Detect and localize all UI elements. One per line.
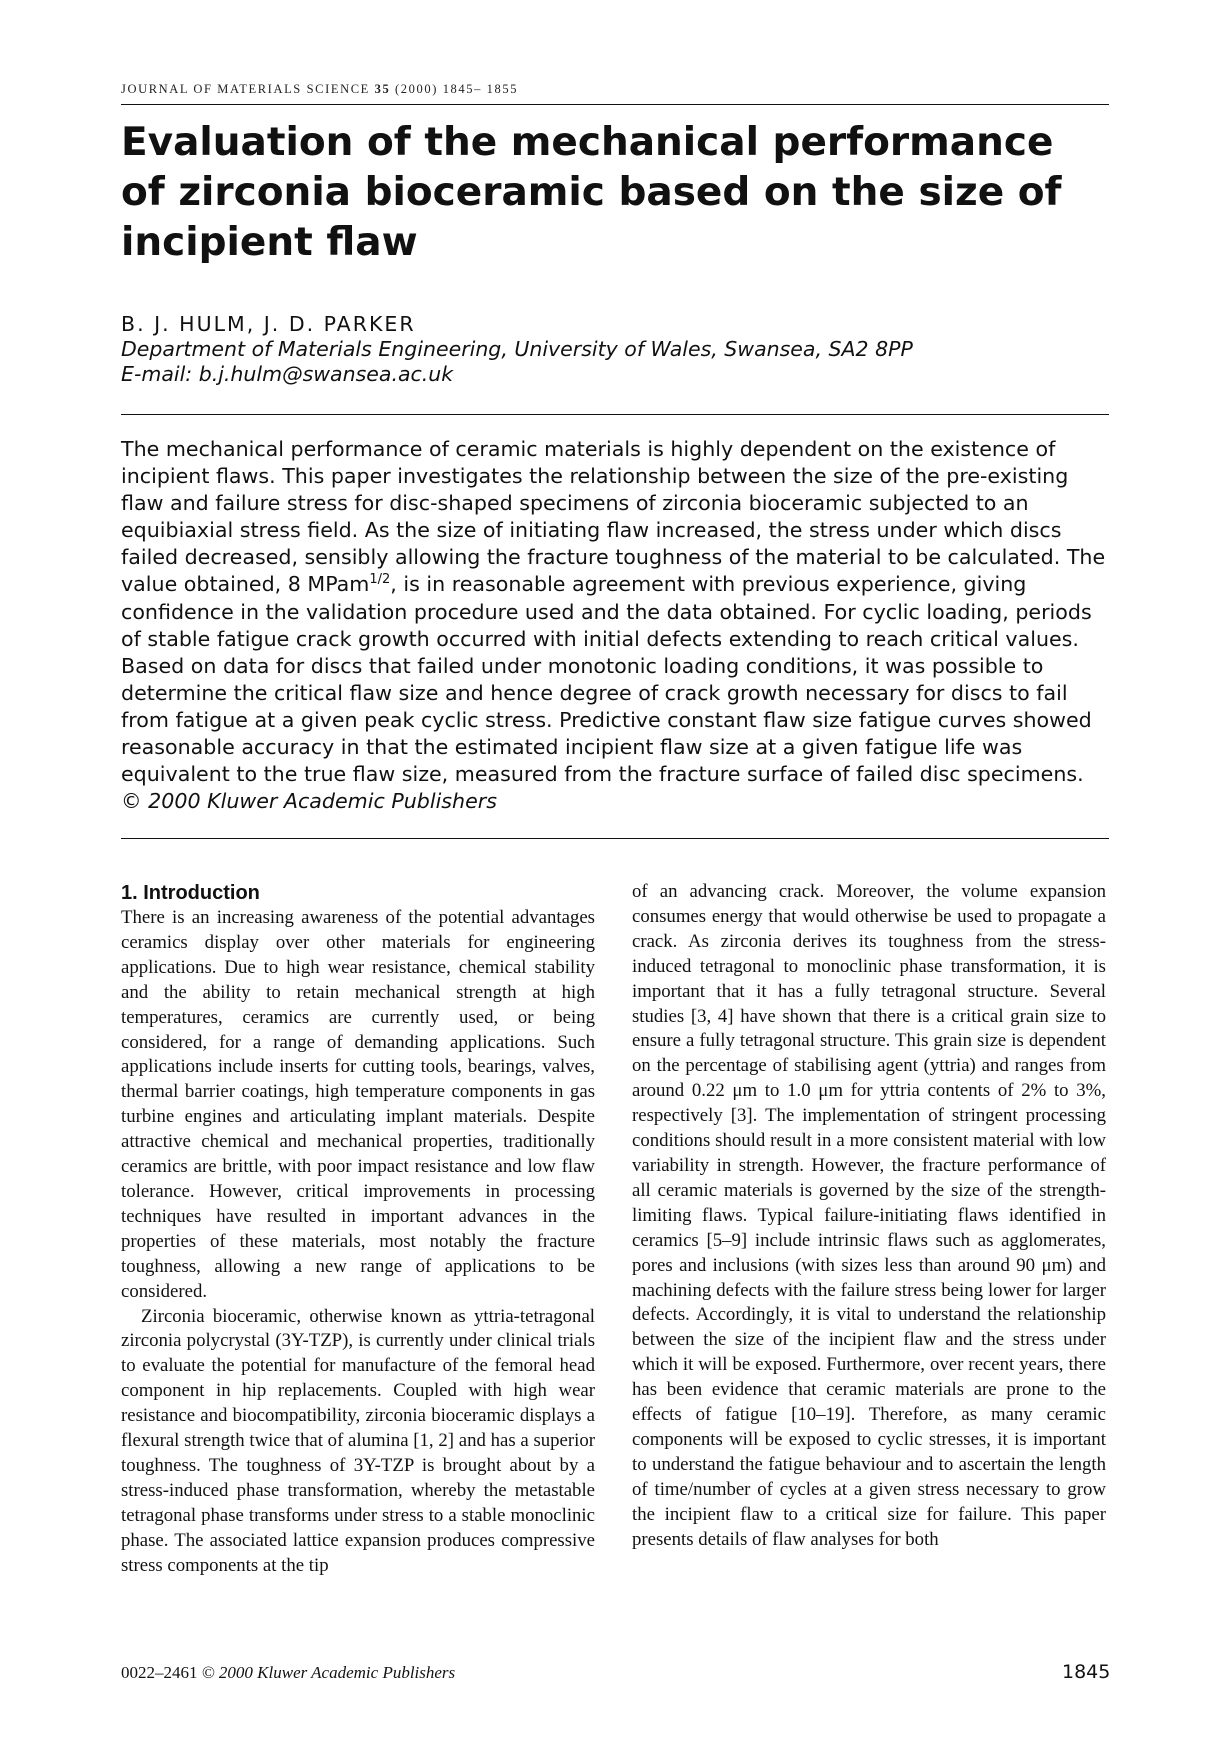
journal-year-pages: (2000) 1845– 1855: [395, 82, 519, 96]
header-rule: [121, 104, 1109, 105]
paragraph: of an advancing crack. Moreover, the volume expansion consumes energy that would otherwise be used to propagate a crack. As zirconia derives its toughness from the stress-induced tetragonal to monoclinic phase transformation, it is important that it has a fully tetragonal structure. Several studies [3, 4] have shown that there is a critical grain size to ensure a fully tetragonal structure. This grain size is dependent on the percentage of stabilising agent (yttria) and ranges from around 0.22 μm to 1.0 μm for yttria contents of 2% to 3%, respectively [3]. The implementation of stringent processing conditions should result in a more consistent material with low variability in strength. However, the fracture performance of all ceramic materials is governed by the size of the strength-limiting flaws. Typical failure-initiating flaws identified in ceramics [5–9] include intrinsic flaws such as agglomerates, pores and inclusions (with sizes less than around 90 μm) and machining defects with the failure stress being lower for larger defects. Accordingly, it is vital to understand the relationship between the size of the incipient flaw and the stress under which it will be exposed. Furthermore, over recent years, there has been evidence that ceramic materials are prone to the effects of fatigue [10–19]. Therefore, as many ceramic components will be exposed to cyclic stresses, it is important to understand the fatigue behaviour and to ascertain the length of time/number of cycles at a given stress necessary to grow the incipient flaw to a critical size for failure. This paper presents details of flaw analyses for both: [632, 881, 1106, 1550]
footer-issn: [121, 1663, 455, 1683]
footer-copyright: © 2000 Kluwer Academic Publishers: [201, 1663, 456, 1682]
paragraph: Zirconia bioceramic, otherwise known as yttria-tetragonal zirconia polycrystal (3Y-TZP), is currently under clinical trials to evaluate the potential for manufacture of the femoral head component in hip replacements. Coupled with high wear resistance and biocompatibility, zirconia bioceramic displays a flexural strength twice that of alumina [1, 2] and has a superior toughness. The toughness of 3Y-TZP is brought about by a stress-induced phase transformation, whereby the metastable tetragonal phase transforms under stress to a stable monoclinic phase. The associated lattice expansion produces compressive stress components at the tip: [121, 1305, 595, 1576]
journal-volume: 35: [374, 82, 391, 96]
authors: B. J. HULM, J. D. PARKER: [121, 312, 416, 336]
running-head: [121, 82, 1109, 97]
paper-title: Evaluation of the mechanical performance of zirconia bioceramic based on the size of incipient flaw: [121, 120, 1062, 265]
journal-name: JOURNAL OF MATERIALS SCIENCE: [121, 82, 370, 96]
abstract-copyright: © 2000 Kluwer Academic Publishers: [121, 789, 497, 814]
page-number: 1845: [1062, 1661, 1111, 1683]
abstract: [121, 436, 1109, 815]
affiliation: Department of Materials Engineering, University of Wales, Swansea, SA2 8PP: [121, 337, 913, 361]
abstract-bottom-rule: [121, 838, 1109, 839]
paragraph: There is an increasing awareness of the potential advantages ceramics display over other materials for engineering applications. Due to high wear resistance, chemical stability and the ability to retain mechanical strength at high temperatures, ceramics are currently used, or being considered, for a range of demanding applications. Such applications include inserts for cutting tools, bearings, valves, thermal barrier coatings, high temperature components in gas turbine engines and articulating implant materials. Despite attractive chemical and mechanical properties, traditionally ceramics are brittle, with poor impact resistance and low flaw tolerance. However, critical improvements in processing techniques have resulted in important advances in the properties of these materials, most notably the fracture toughness, allowing a new range of applications to be considered.: [121, 907, 595, 1302]
abstract-text-part2: , is in reasonable agreement with previous experience, giving confidence in the validation procedure used and the data obtained. For cyclic loading, periods of stable fatigue crack growth occurred with initial defects extending to reach critical values. Based on data for discs that failed under monotonic loading conditions, it was possible to determine the critical flaw size and hence degree of crack growth necessary for discs to fail from fatigue at a given peak cyclic stress. Predictive constant flaw size fatigue curves showed reasonable accuracy in that the estimated incipient flaw size at a given fatigue life was equivalent to the true flaw size, measured from the fracture surface of failed disc specimens.: [121, 572, 1092, 787]
body-column-left: [121, 880, 595, 1578]
abstract-top-rule: [121, 414, 1109, 415]
body-column-right: [632, 880, 1106, 1552]
abstract-superscript: 1/2: [369, 572, 391, 588]
section-heading: 1. Introduction: [121, 882, 260, 904]
abstract-text-part1: The mechanical performance of ceramic materials is highly dependent on the existence of incipient flaws. This paper investigates the relationship between the size of the pre-existing flaw and failure stress for disc-shaped specimens of zirconia bioceramic subjected to an equibiaxial stress field. As the size of initiating flaw increased, the stress under which discs failed decreased, sensibly allowing the fracture toughness of the material to be calculated. The value obtained, 8 MPam: [121, 437, 1106, 597]
author-email: E-mail: b.j.hulm@swansea.ac.uk: [121, 362, 454, 386]
issn: 0022–2461: [121, 1663, 198, 1682]
